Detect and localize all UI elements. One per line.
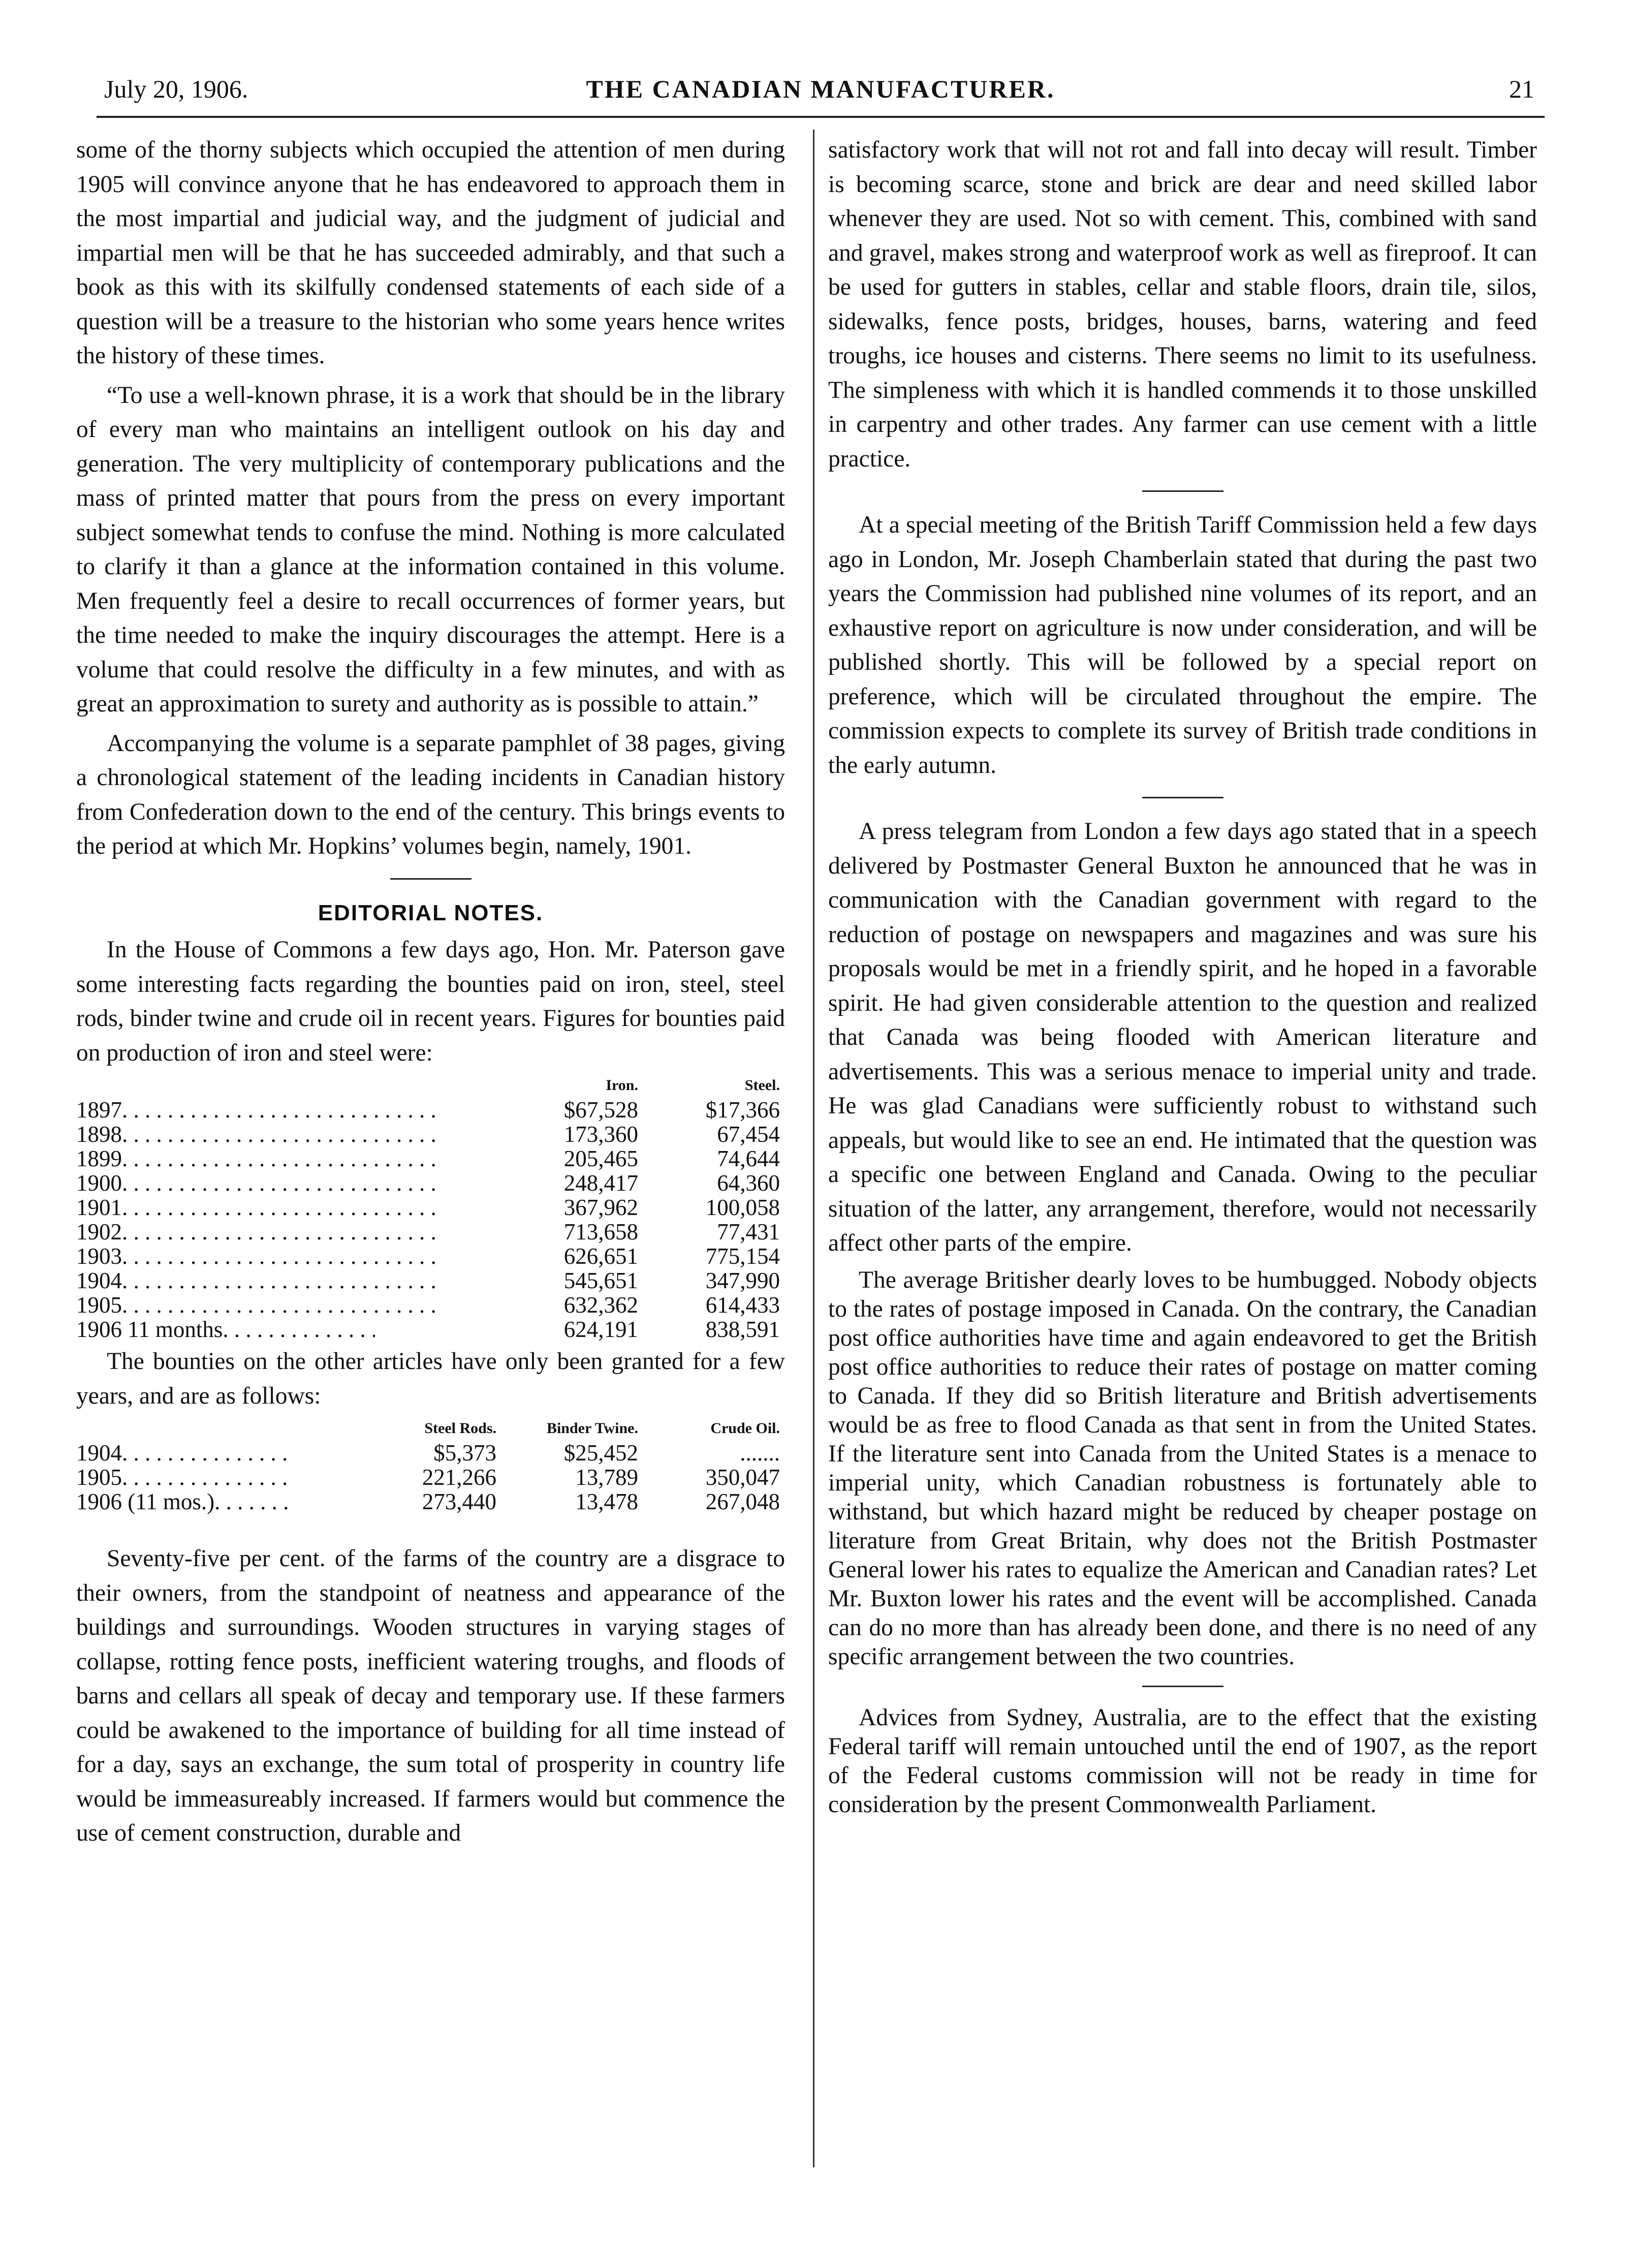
iron-value: 545,651: [563, 1268, 638, 1293]
steel-rods-value: 221,266: [422, 1465, 496, 1490]
table-row: [76, 1489, 785, 1514]
page-number: 21: [1509, 75, 1534, 103]
table-row: [76, 1098, 785, 1122]
section-separator: [1142, 490, 1223, 492]
issue-date: July 20, 1906.: [104, 75, 248, 103]
article-paragraph: Seventy-five per cent. of the farms of the country are a disgrace to their owners, from the standpoint of neatness and appearance of the buildings and surroundings. Wooden structures in varying stages of collapse, rotting fence posts, inefficient watering troughs, and floods of barns and cellars all speak of decay and temporary use. If these farmers could be awakened to the importance of building for all time instead of for a day, says an exchange, the sum total of prosperity in country life would be immeasureably increased. If farmers would but commence the use of cement construction, durable and: [76, 1545, 785, 1846]
publication-title: THE CANADIAN MANUFACTURER.: [586, 75, 1055, 103]
steel-value: 64,360: [717, 1170, 780, 1196]
article-paragraph: some of the thorny subjects which occupied the attention of men during 1905 will convince anyone that he has endeavored to approach them in the most impartial and judicial way, and the judgment of judicial and impartial men will be that he has succeeded admirably, and that such a book as this with its skilfully condensed statements of each side of a question will be a treasure to the historian who some years hence writes the history of these times.: [76, 137, 785, 369]
iron-value: 632,362: [563, 1292, 638, 1318]
row-year: 1897: [76, 1097, 122, 1123]
row-year: 1904: [76, 1268, 122, 1293]
table-row: [76, 1146, 785, 1171]
crude-oil-value: .......: [740, 1440, 780, 1466]
other-bounty-table: [76, 1418, 785, 1514]
iron-value: 205,465: [563, 1146, 638, 1171]
iron-value: 624,191: [563, 1317, 638, 1342]
table-row: [76, 1220, 785, 1244]
iron-value: 713,658: [563, 1219, 638, 1245]
iron-value: $67,528: [563, 1097, 638, 1123]
binder-twine-value: 13,478: [575, 1489, 638, 1514]
steel-value: $17,366: [705, 1097, 780, 1123]
table-row: [76, 1293, 785, 1317]
header-rule: [97, 116, 1545, 118]
binder-twine-value: 13,789: [575, 1465, 638, 1490]
row-year: 1898: [76, 1122, 122, 1147]
column-header-crude-oil: Crude Oil.: [710, 1420, 780, 1437]
row-year: 1902: [76, 1219, 122, 1245]
article-paragraph: Accompanying the volume is a separate pamphlet of 38 pages, giving a chronological statement of the leading incidents in Canadian history from Confederation down to the end of the century. This brings events to the period at which Mr. Hopkins’ volumes begin, namely, 1901.: [76, 730, 785, 859]
steel-value: 100,058: [705, 1195, 780, 1220]
table-row: [76, 1465, 785, 1489]
section-separator: [1142, 797, 1223, 798]
table-row: [76, 1268, 785, 1293]
steel-value: 614,433: [705, 1292, 780, 1318]
table-row: [76, 1122, 785, 1146]
row-year: 1904: [76, 1440, 122, 1466]
crude-oil-value: 267,048: [705, 1489, 780, 1514]
table-row: [76, 1195, 785, 1220]
column-divider: [813, 130, 814, 2167]
row-year: 1901: [76, 1195, 122, 1220]
table-row: [76, 1244, 785, 1268]
row-year: 1906 11 months: [76, 1317, 223, 1342]
column-header-steel: Steel.: [744, 1077, 780, 1094]
iron-value: 248,417: [563, 1170, 638, 1196]
iron-value: 626,651: [563, 1244, 638, 1269]
steel-value: 838,591: [705, 1317, 780, 1342]
article-paragraph: “To use a well-known phrase, it is a work that should be in the library of every man who maintains an intelligent outlook on his day and generation. The very multiplicity of contemporary publications and the mass of printed matter that pours from the press on every important subject somewhat tends to confuse the mind. Nothing is more calculated to clarify it than a glance at the information contained in this volume. Men frequently feel a desire to recall occurrences of former years, but the time needed to make the inquiry discourages the attempt. Here is a volume that could resolve the difficulty in a few minutes, and with as great an approximation to surety and authority as is possible to attain.”: [76, 382, 785, 717]
article-paragraph: In the House of Commons a few days ago, Hon. Mr. Paterson gave some interesting facts regarding the bounties paid on iron, steel, steel rods, binder twine and crude oil in recent years. Figures for bounties paid on production of iron and steel were:: [76, 937, 785, 1066]
row-year: 1900: [76, 1170, 122, 1196]
article-paragraph: satisfactory work that will not rot and fall into decay will result. Timber is becoming scarce, stone and brick are dear and need skilled labor whenever they are used. Not so with cement. This, combined with sand and gravel, makes strong and waterproof work as well as fireproof. It can be used for gutters in stables, cellar and stable floors, drain tile, silos, sidewalks, fence posts, bridges, houses, barns, watering and feed troughs, ice houses and cisterns. There seems no limit to its usefulness. The simpleness with which it is handled commends it to those unskilled in carpentry and other trades. Any farmer can use cement with a little practice.: [828, 137, 1537, 472]
row-year: 1905: [76, 1292, 122, 1318]
section-heading: EDITORIAL NOTES.: [318, 900, 544, 925]
steel-value: 77,431: [717, 1219, 780, 1245]
table-row: [76, 1171, 785, 1195]
table-row: [76, 1441, 785, 1465]
column-header-binder-twine: Binder Twine.: [546, 1420, 638, 1437]
steel-value: 775,154: [705, 1244, 780, 1269]
steel-rods-value: 273,440: [422, 1489, 496, 1514]
right-column: [828, 133, 1537, 1824]
row-year: 1903: [76, 1244, 122, 1269]
article-paragraph: The average Britisher dearly loves to be humbugged. Nobody objects to the rates of postage imposed in Canada. On the contrary, the Canadian post office authorities have time and again endeavored to get the British post office authorities to reduce their rates of postage on matter coming to Canada. If they did so British literature and British advertisements would be as free to flood Canada as that sent in from the United States. If the literature sent into Canada from the United States is a menace to imperial unity, which Canadian robustness is fortunately able to withstand, but which hazard might be reduced by cheaper postage on literature from Great Britain, why does not the British Postmaster General lower his rates to equalize the American and Canadian rates? Let Mr. Buxton lower his rates and the event will be accomplished. Canada can do no more than has already been done, and there is no need of any specific arrangement between the two countries.: [828, 1266, 1537, 1670]
page-header: [97, 71, 1545, 112]
steel-value: 67,454: [717, 1122, 780, 1147]
article-paragraph: The bounties on the other articles have only been granted for a few years, and are as follows:: [76, 1348, 785, 1409]
row-year: 1906 (11 mos.): [76, 1489, 215, 1514]
column-header-iron: Iron.: [606, 1077, 638, 1094]
row-year: 1905: [76, 1465, 122, 1490]
iron-value: 173,360: [563, 1122, 638, 1147]
section-separator: [1142, 1686, 1223, 1687]
steel-value: 74,644: [717, 1146, 780, 1171]
crude-oil-value: 350,047: [705, 1465, 780, 1490]
article-paragraph: A press telegram from London a few days ago stated that in a speech delivered by Postmaster General Buxton he announced that he was in communication with the Canadian government with regard to the reduction of postage on newspapers and magazines and was sure his proposals would be met in a friendly spirit, and he hoped in a favorable spirit. He had given considerable attention to the question and realized that Canada was being flooded with American literature and advertisements. This was a serious menace to imperial unity and trade. He was glad Canadians were sufficiently robust to withstand such appeals, but would like to see an end. He intimated that the question was a specific one between England and Canada. Owing to the peculiar situation of the latter, any arrangement, therefore, would not necessarily affect other parts of the empire.: [828, 818, 1537, 1256]
column-header-steel-rods: Steel Rods.: [424, 1420, 496, 1437]
article-paragraph: At a special meeting of the British Tariff Commission held a few days ago in London, Mr. Joseph Chamberlain stated that during the past two years the Commission had published nine volumes of its report, and an exhaustive report on agriculture is now under consideration, and will be published shortly. This will be followed by a special report on preference, which will be circulated throughout the empire. The commission expects to complete its survey of British trade conditions in the early autumn.: [828, 512, 1537, 779]
steel-value: 347,990: [705, 1268, 780, 1293]
section-separator: [390, 878, 472, 880]
table-row: [76, 1317, 785, 1342]
row-year: 1899: [76, 1146, 122, 1171]
binder-twine-value: $25,452: [563, 1440, 638, 1466]
steel-rods-value: $5,373: [433, 1440, 496, 1466]
iron-value: 367,962: [563, 1195, 638, 1220]
article-paragraph: Advices from Sydney, Australia, are to the effect that the existing Federal tariff will remain untouched until the end of 1907, as the report of the Federal customs commission will not be ready in time for consideration by the present Commonwealth Parliament.: [828, 1704, 1537, 1818]
iron-steel-bounty-table: [76, 1075, 785, 1342]
left-column: [76, 133, 785, 1856]
